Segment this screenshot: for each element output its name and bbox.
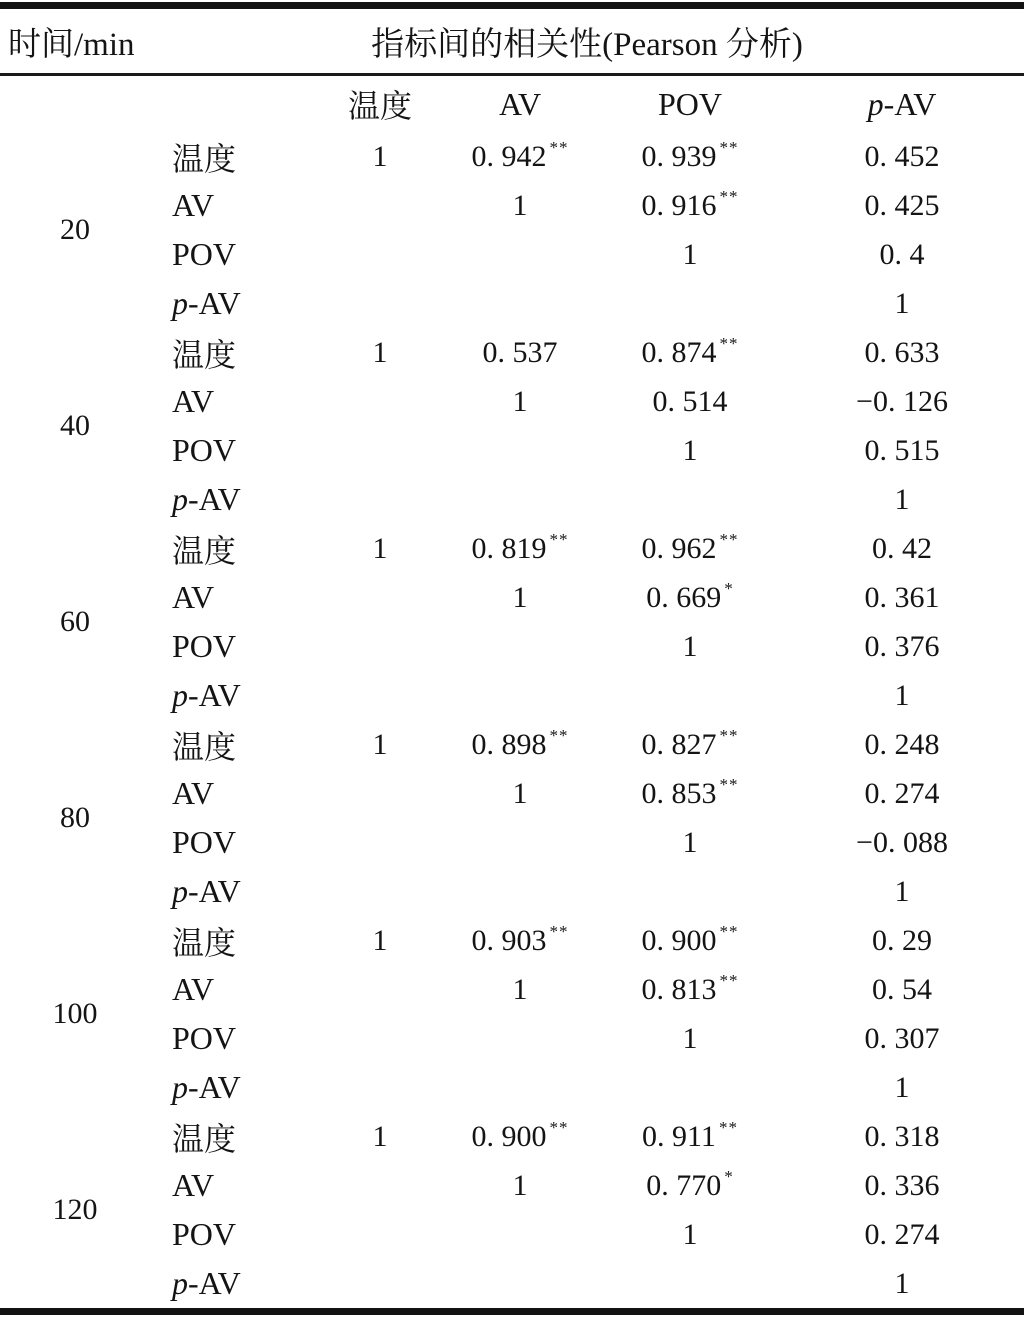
significance-stars: ** xyxy=(549,137,569,157)
value-text: 1 xyxy=(512,580,528,614)
correlation-value xyxy=(320,573,440,622)
value-text: 1 xyxy=(372,727,388,761)
correlation-value xyxy=(780,671,1024,720)
value-text: 1 xyxy=(682,825,698,859)
correlation-value xyxy=(320,132,440,181)
correlation-value xyxy=(780,965,1024,1014)
value-text: 0. 54 xyxy=(872,972,932,1006)
time-column-header: 时间/min xyxy=(0,6,150,75)
correlation-value xyxy=(440,916,600,965)
value-text: 1 xyxy=(682,433,698,467)
row-label: 温度 xyxy=(172,728,237,765)
data-row xyxy=(0,622,1024,671)
significance-stars: ** xyxy=(549,725,569,745)
value-text: 0. 514 xyxy=(652,384,728,418)
correlation-value xyxy=(320,524,440,573)
value-text: 0. 376 xyxy=(864,629,940,663)
correlation-value xyxy=(440,230,600,279)
column-header-av: AV xyxy=(498,85,542,122)
row-label: POV xyxy=(172,628,237,664)
correlation-value xyxy=(320,818,440,867)
value-text: −0. 126 xyxy=(856,384,948,418)
row-label: AV xyxy=(172,383,215,419)
correlation-value xyxy=(780,524,1024,573)
correlation-value xyxy=(320,622,440,671)
correlation-value xyxy=(780,1112,1024,1161)
table-subheader-row xyxy=(0,75,1024,133)
data-row xyxy=(0,426,1024,475)
row-label: 温度 xyxy=(172,336,237,373)
correlation-value xyxy=(600,524,780,573)
value-text: 1 xyxy=(512,776,528,810)
row-label: p-AV xyxy=(172,1069,241,1105)
correlation-value xyxy=(600,377,780,426)
correlation-value xyxy=(780,181,1024,230)
row-label: p-AV xyxy=(172,873,241,909)
value-text: 0. 900 xyxy=(471,1119,547,1153)
value-text: 1 xyxy=(894,1070,910,1104)
correlation-value xyxy=(780,475,1024,524)
row-label: AV xyxy=(172,579,215,615)
data-row xyxy=(0,818,1024,867)
correlation-value xyxy=(780,818,1024,867)
data-row xyxy=(0,1063,1024,1112)
correlation-value xyxy=(600,132,780,181)
row-label: 温度 xyxy=(172,532,237,569)
correlation-value xyxy=(440,1210,600,1259)
data-row xyxy=(0,1259,1024,1312)
correlation-value xyxy=(600,279,780,328)
value-text: 1 xyxy=(682,1217,698,1251)
correlation-value xyxy=(320,671,440,720)
value-text: 0. 898 xyxy=(471,727,547,761)
significance-stars: ** xyxy=(719,333,739,353)
correlation-value xyxy=(320,769,440,818)
value-text: 0. 633 xyxy=(864,335,940,369)
data-row xyxy=(0,132,1024,181)
significance-stars: ** xyxy=(549,529,569,549)
value-text: 0. 669 xyxy=(646,580,722,614)
data-row xyxy=(0,1014,1024,1063)
data-row xyxy=(0,181,1024,230)
correlation-value xyxy=(600,426,780,475)
correlation-value xyxy=(780,328,1024,377)
data-row xyxy=(0,1112,1024,1161)
correlation-value xyxy=(600,1014,780,1063)
data-row xyxy=(0,769,1024,818)
data-row xyxy=(0,867,1024,916)
data-row xyxy=(0,279,1024,328)
correlation-value xyxy=(440,769,600,818)
significance-stars: ** xyxy=(719,529,739,549)
correlation-value xyxy=(780,1210,1024,1259)
time-value: 120 xyxy=(52,1193,98,1226)
data-row xyxy=(0,1161,1024,1210)
correlation-value xyxy=(440,1112,600,1161)
correlation-value xyxy=(600,573,780,622)
correlation-value xyxy=(440,475,600,524)
row-label: AV xyxy=(172,971,215,1007)
correlation-value xyxy=(600,1112,780,1161)
correlation-value xyxy=(440,181,600,230)
time-value: 60 xyxy=(60,605,90,638)
significance-stars: ** xyxy=(719,970,739,990)
significance-stars: ** xyxy=(549,921,569,941)
row-label: AV xyxy=(172,187,215,223)
pearson-correlation-table xyxy=(0,2,1024,1315)
correlation-value xyxy=(440,132,600,181)
correlation-value xyxy=(320,1210,440,1259)
row-label: p-AV xyxy=(172,1265,241,1301)
correlation-value xyxy=(440,377,600,426)
correlation-value xyxy=(320,1063,440,1112)
correlation-value xyxy=(320,916,440,965)
value-text: 0. 274 xyxy=(864,776,940,810)
correlation-value xyxy=(320,1112,440,1161)
correlation-value xyxy=(780,279,1024,328)
value-text: 0. 452 xyxy=(864,139,940,173)
correlation-value xyxy=(600,1063,780,1112)
correlation-value xyxy=(440,1161,600,1210)
correlation-value xyxy=(440,818,600,867)
column-header-temperature: 温度 xyxy=(347,88,412,124)
correlation-value xyxy=(320,328,440,377)
correlation-value xyxy=(780,1161,1024,1210)
correlation-value xyxy=(600,181,780,230)
correlation-value xyxy=(440,867,600,916)
row-label: p-AV xyxy=(172,481,241,517)
value-text: 1 xyxy=(682,629,698,663)
value-text: 1 xyxy=(894,482,910,516)
correlation-value xyxy=(780,377,1024,426)
correlation-value xyxy=(320,475,440,524)
value-text: 1 xyxy=(372,531,388,565)
correlation-value xyxy=(320,426,440,475)
value-text: 0. 318 xyxy=(864,1119,940,1153)
row-label: POV xyxy=(172,432,237,468)
correlation-value xyxy=(320,279,440,328)
column-header-pav: p-AV xyxy=(867,85,937,122)
value-text: 0. 537 xyxy=(482,335,558,369)
significance-stars: ** xyxy=(718,1117,738,1137)
correlation-value xyxy=(780,720,1024,769)
significance-stars: ** xyxy=(549,1117,569,1137)
correlation-value xyxy=(600,671,780,720)
data-row xyxy=(0,1210,1024,1259)
correlation-value xyxy=(320,1259,440,1312)
time-value: 100 xyxy=(52,997,98,1030)
value-text: 1 xyxy=(682,1021,698,1055)
value-text: 1 xyxy=(894,874,910,908)
value-text: 0. 813 xyxy=(641,972,717,1006)
value-text: 0. 939 xyxy=(641,139,717,173)
value-text: 0. 827 xyxy=(641,727,717,761)
data-row xyxy=(0,720,1024,769)
correlation-value xyxy=(320,965,440,1014)
correlation-value xyxy=(780,916,1024,965)
value-text: 1 xyxy=(372,335,388,369)
correlation-value xyxy=(600,1259,780,1312)
value-text: 1 xyxy=(682,237,698,271)
correlation-value xyxy=(320,230,440,279)
correlation-value xyxy=(440,1259,600,1312)
correlation-value xyxy=(440,1014,600,1063)
correlation-value xyxy=(600,1161,780,1210)
value-text: 0. 770 xyxy=(646,1168,722,1202)
value-text: 0. 819 xyxy=(471,531,547,565)
value-text: 0. 853 xyxy=(641,776,717,810)
value-text: 0. 425 xyxy=(864,188,940,222)
row-label: 温度 xyxy=(172,1120,237,1157)
value-text: 0. 248 xyxy=(864,727,940,761)
table-body xyxy=(0,132,1024,1312)
correlation-value xyxy=(600,720,780,769)
value-text: 0. 274 xyxy=(864,1217,940,1251)
time-value: 80 xyxy=(60,801,90,834)
correlation-value xyxy=(440,965,600,1014)
value-text: 1 xyxy=(512,384,528,418)
row-label: POV xyxy=(172,824,237,860)
value-text: 1 xyxy=(894,1266,910,1300)
table-head xyxy=(0,6,1024,133)
correlation-value xyxy=(440,622,600,671)
value-text: 0. 307 xyxy=(864,1021,940,1055)
data-row xyxy=(0,524,1024,573)
correlation-value xyxy=(440,426,600,475)
value-text: 1 xyxy=(512,972,528,1006)
empty-cell xyxy=(150,75,320,133)
correlation-value xyxy=(320,1014,440,1063)
correlation-value xyxy=(780,426,1024,475)
correlation-value xyxy=(440,328,600,377)
data-row xyxy=(0,573,1024,622)
data-row xyxy=(0,377,1024,426)
row-label: POV xyxy=(172,1216,237,1252)
correlation-value xyxy=(440,1063,600,1112)
value-text: 1 xyxy=(372,923,388,957)
value-text: 1 xyxy=(512,1168,528,1202)
column-header-pov: POV xyxy=(657,85,722,122)
significance-stars: ** xyxy=(719,725,739,745)
value-text: 1 xyxy=(894,286,910,320)
row-label: p-AV xyxy=(172,285,241,321)
correlation-value xyxy=(600,475,780,524)
correlation-value xyxy=(780,1259,1024,1312)
value-text: 0. 911 xyxy=(642,1119,716,1153)
value-text: 0. 4 xyxy=(879,237,925,271)
data-row xyxy=(0,475,1024,524)
value-text: 0. 29 xyxy=(872,923,932,957)
correlation-value xyxy=(600,965,780,1014)
data-row xyxy=(0,916,1024,965)
data-row xyxy=(0,230,1024,279)
correlation-value xyxy=(440,720,600,769)
value-text: 0. 916 xyxy=(641,188,717,222)
correlation-value xyxy=(600,1210,780,1259)
significance-stars: * xyxy=(724,1166,734,1186)
value-text: 1 xyxy=(372,139,388,173)
correlation-value xyxy=(320,181,440,230)
correlation-value xyxy=(440,573,600,622)
value-text: 1 xyxy=(372,1119,388,1153)
value-text: −0. 088 xyxy=(856,825,948,859)
correlation-value xyxy=(780,622,1024,671)
correlation-value xyxy=(600,769,780,818)
significance-stars: ** xyxy=(719,137,739,157)
row-label: p-AV xyxy=(172,677,241,713)
correlation-value xyxy=(600,867,780,916)
time-value: 40 xyxy=(60,409,90,442)
table-header-row xyxy=(0,6,1024,75)
correlation-value xyxy=(320,1161,440,1210)
data-row xyxy=(0,965,1024,1014)
correlation-value xyxy=(440,671,600,720)
correlation-value xyxy=(600,328,780,377)
correlation-value xyxy=(320,720,440,769)
table-title: 指标间的相关性(Pearson 分析) xyxy=(150,6,1024,75)
correlation-value xyxy=(600,622,780,671)
significance-stars: * xyxy=(724,578,734,598)
correlation-value xyxy=(600,818,780,867)
row-label: 温度 xyxy=(172,140,237,177)
correlation-value xyxy=(440,279,600,328)
value-text: 0. 42 xyxy=(872,531,932,565)
correlation-value xyxy=(780,230,1024,279)
time-value: 20 xyxy=(60,213,90,246)
significance-stars: ** xyxy=(719,186,739,206)
correlation-value xyxy=(320,377,440,426)
value-text: 0. 942 xyxy=(471,139,547,173)
value-text: 0. 336 xyxy=(864,1168,940,1202)
significance-stars: ** xyxy=(719,774,739,794)
empty-cell xyxy=(0,75,150,133)
value-text: 0. 874 xyxy=(641,335,717,369)
correlation-value xyxy=(780,132,1024,181)
value-text: 0. 361 xyxy=(864,580,940,614)
value-text: 1 xyxy=(894,678,910,712)
row-label: POV xyxy=(172,236,237,272)
correlation-value xyxy=(780,1014,1024,1063)
significance-stars: ** xyxy=(719,921,739,941)
row-label: 温度 xyxy=(172,924,237,961)
value-text: 0. 903 xyxy=(471,923,547,957)
correlation-value xyxy=(780,867,1024,916)
correlation-value xyxy=(320,867,440,916)
correlation-value xyxy=(600,916,780,965)
value-text: 0. 962 xyxy=(641,531,717,565)
row-label: AV xyxy=(172,1167,215,1203)
correlation-value xyxy=(780,573,1024,622)
row-label: POV xyxy=(172,1020,237,1056)
value-text: 0. 900 xyxy=(641,923,717,957)
correlation-value xyxy=(600,230,780,279)
data-row xyxy=(0,671,1024,720)
value-text: 1 xyxy=(512,188,528,222)
data-row xyxy=(0,328,1024,377)
correlation-value xyxy=(780,1063,1024,1112)
correlation-value xyxy=(780,769,1024,818)
row-label: AV xyxy=(172,775,215,811)
value-text: 0. 515 xyxy=(864,433,940,467)
correlation-value xyxy=(440,524,600,573)
